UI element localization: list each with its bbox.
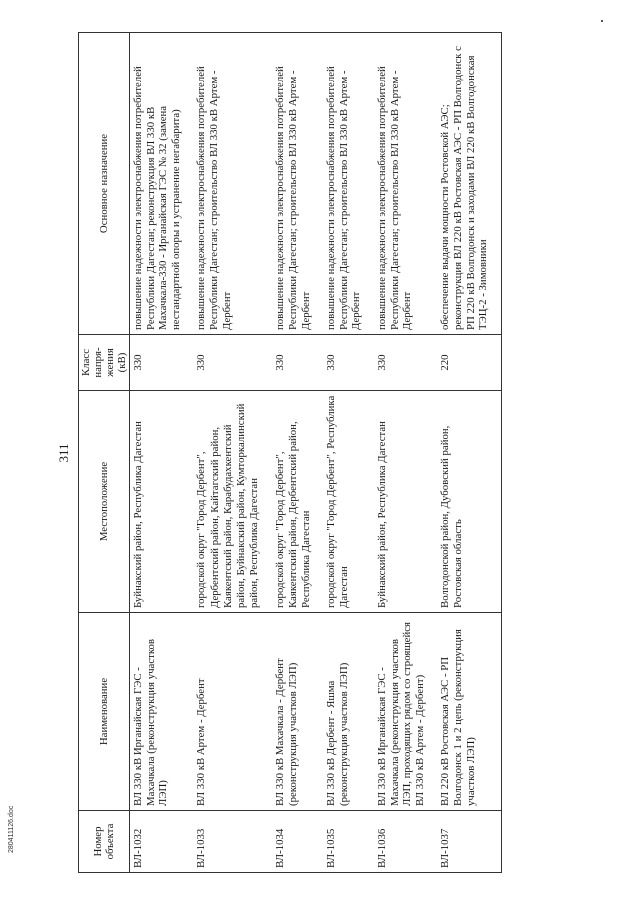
object-voltage: 220 [437,335,501,391]
object-number: ВЛ-1036 [374,811,437,873]
table-row [272,33,323,873]
objects-table [78,32,502,873]
object-purpose: обеспечение выдачи мощности Ростовской АЭС; реконструкция ВЛ 220 кВ Ростовская АЭС - РП Волгодонск с РП 220 кВ Волгодонск и заходами ВЛ 220 кВ Волгодонская ТЭЦ-2 - Зимовники [437,33,501,335]
document-code: 280411126.doc [8,805,15,853]
object-name: ВЛ 220 кВ Ростовская АЭС - РП Волгодонск 1 и 2 цепь (реконструкция участков ЛЭП) [437,613,501,811]
scan-dot [601,20,603,22]
object-name: ВЛ 330 кВ Дербент - Яшма (реконструкция участков ЛЭП) [323,613,374,811]
object-location: Буйнакский район, Республика Дагестан [374,391,437,613]
table-row [323,33,374,873]
table-row [374,33,437,873]
header-purpose: Основное назначение [79,33,130,335]
object-name: ВЛ 330 кВ Ирганайская ГЭС - Махачкала (реконструкция участков ЛЭП) [130,613,194,811]
object-location: городской округ "Город Дербент", Каякентский район, Дербентский район, Республика Дагестан [272,391,323,613]
object-voltage: 330 [374,335,437,391]
header-name: Наименование [79,613,130,811]
object-name: ВЛ 330 кВ Артем - Дербент [193,613,272,811]
table-row [130,33,194,873]
header-voltage: Класс напря-жения (кВ) [79,335,130,391]
object-purpose: повышение надежности электроснабжения потребителей Республики Дагестан; строительство ВЛ 330 кВ Артем - Дербент [272,33,323,335]
header-number: Номер объекта [79,811,130,873]
object-number: ВЛ-1037 [437,811,501,873]
rotated-content [53,33,548,873]
object-voltage: 330 [193,335,272,391]
object-name: ВЛ 330 кВ Ирганайская ГЭС - Махачкала (реконструкция участков ЛЭП, проходящих рядом со строящейся ВЛ 330 кВ Артем - Дербент) [374,613,437,811]
object-name: ВЛ 330 кВ Махачкала - Дербент (реконструкция участков ЛЭП) [272,613,323,811]
table-row [193,33,272,873]
object-purpose: повышение надежности электроснабжения потребителей Республики Дагестан; строительство ВЛ 330 кВ Артем - Дербент [323,33,374,335]
object-voltage: 330 [130,335,194,391]
object-number: ВЛ-1035 [323,811,374,873]
object-purpose: повышение надежности электроснабжения потребителей Республики Дагестан; строительство ВЛ 330 кВ Артем - Дербент [193,33,272,335]
page-number: 311 [56,443,71,463]
table-header-row [79,33,130,873]
table-row [437,33,501,873]
object-voltage: 330 [323,335,374,391]
object-voltage: 330 [272,335,323,391]
object-location: Волгодонской район, Дубовский район, Ростовская область [437,391,501,613]
header-location: Местоположение [79,391,130,613]
object-number: ВЛ-1032 [130,811,194,873]
object-purpose: повышение надежности электроснабжения потребителей Республики Дагестан; строительство ВЛ 330 кВ Артем - Дербент [374,33,437,335]
object-location: городской округ "Город Дербент", Республика Дагестан [323,391,374,613]
object-location: городской округ "Город Дербент", Дербентский район, Кайтагский район, Каякентский район, Карабудахкентский район, Буйнакский район, Кумторкалинский район, Республика Дагестан [193,391,272,613]
object-location: Буйнакский район, Республика Дагестан [130,391,194,613]
object-number: ВЛ-1034 [272,811,323,873]
object-number: ВЛ-1033 [193,811,272,873]
object-purpose: повышение надежности электроснабжения потребителей Республики Дагестан; реконструкция ВЛ 330 кВ Махачкала-330 - Ирганайская ГЭС № 32 (замена нестандартной опоры и устранение негабарита) [130,33,194,335]
